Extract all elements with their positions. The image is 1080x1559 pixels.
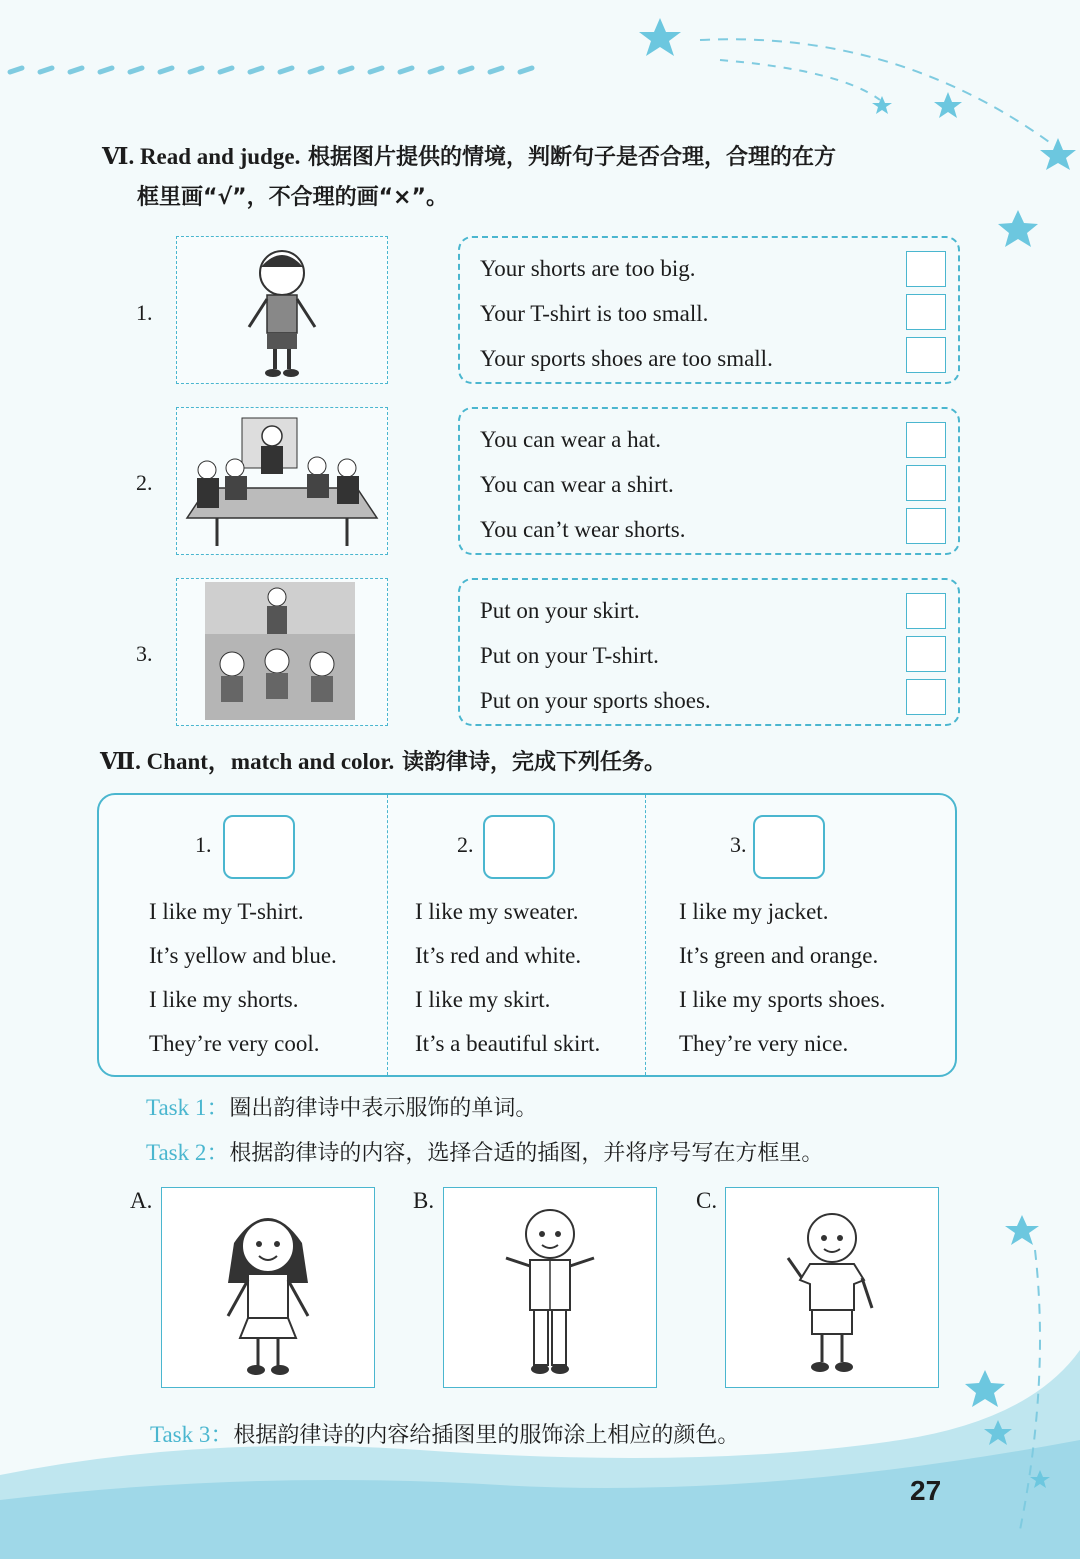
answer-box[interactable]: [753, 815, 825, 879]
chant-column-2: [387, 795, 645, 1075]
section-6-title-cn: 根据图片提供的情境，判断句子是否合理，合理的在方: [308, 145, 837, 170]
pe-class-picture: [176, 578, 388, 726]
statement-box: [458, 578, 960, 726]
section-7-title-en: Ⅶ. Chant，match and color.: [100, 749, 395, 774]
page-number: 27: [910, 1475, 942, 1506]
item-number: 3.: [136, 641, 153, 666]
boy-jacket-picture: [443, 1187, 657, 1388]
chant-line: I like my sports shoes.: [679, 987, 886, 1012]
option-label: C.: [696, 1188, 718, 1213]
answer-checkbox[interactable]: [906, 251, 946, 287]
statement: Put on your sports shoes.: [480, 688, 711, 713]
chant-number: 2.: [457, 832, 474, 857]
chant-line: They’re very nice.: [679, 1031, 849, 1056]
statement-box: [458, 236, 960, 384]
section-7-title: [100, 742, 666, 783]
option-label: A.: [130, 1188, 153, 1213]
chant-line: I like my jacket.: [679, 899, 829, 924]
statement: You can wear a shirt.: [480, 472, 674, 497]
answer-checkbox[interactable]: [906, 593, 946, 629]
statement: You can wear a hat.: [480, 427, 661, 452]
option-label: B.: [413, 1188, 435, 1213]
chant-line: It’s a beautiful skirt.: [415, 1031, 601, 1056]
section-7-title-cn: 读韵律诗，完成下列任务。: [401, 750, 666, 775]
chant-line: I like my shorts.: [149, 987, 299, 1012]
task-label: Task 3：: [150, 1422, 234, 1447]
chant-line: It’s red and white.: [415, 943, 582, 968]
statement: Put on your T-shirt.: [480, 643, 659, 668]
boy-tshirt-shorts-picture: [725, 1187, 939, 1388]
answer-checkbox[interactable]: [906, 465, 946, 501]
girl-sweater-skirt-picture: [161, 1187, 375, 1388]
chant-column-3: [645, 795, 957, 1075]
section-6-title: [102, 137, 836, 178]
section-6-title-en: Ⅵ. Read and judge.: [102, 144, 301, 169]
chant-line: They’re very cool.: [149, 1031, 320, 1056]
answer-box[interactable]: [223, 815, 295, 879]
task-label: Task 1：: [146, 1095, 230, 1120]
section-6-title-line2: 框里画“√”，不合理的画“×”。: [137, 185, 448, 210]
answer-checkbox[interactable]: [906, 508, 946, 544]
chant-line: I like my T-shirt.: [149, 899, 304, 924]
chant-box: [97, 793, 957, 1077]
answer-checkbox[interactable]: [906, 679, 946, 715]
chant-number: 1.: [195, 832, 212, 857]
item-number: 1.: [136, 300, 153, 325]
task-2: [146, 1134, 823, 1167]
task-text: 圈出韵律诗中表示服饰的单词。: [229, 1096, 538, 1121]
statement: Your sports shoes are too small.: [480, 346, 773, 371]
chant-line: I like my skirt.: [415, 987, 551, 1012]
item-number: 2.: [136, 470, 153, 495]
statement: Your shorts are too big.: [480, 256, 696, 281]
answer-checkbox[interactable]: [906, 422, 946, 458]
answer-checkbox[interactable]: [906, 294, 946, 330]
chant-line: It’s yellow and blue.: [149, 943, 337, 968]
chant-line: I like my sweater.: [415, 899, 579, 924]
boy-in-small-clothes-picture: [176, 236, 388, 384]
statement: You can’t wear shorts.: [480, 517, 686, 542]
task-text: 根据韵律诗的内容，选择合适的插图，并将序号写在方框里。: [229, 1141, 824, 1166]
chant-column-1: [99, 795, 387, 1075]
task-1: [146, 1089, 537, 1122]
answer-checkbox[interactable]: [906, 636, 946, 672]
business-meeting-picture: [176, 407, 388, 555]
statement: Your T-shirt is too small.: [480, 301, 709, 326]
statement-box: [458, 407, 960, 555]
answer-box[interactable]: [483, 815, 555, 879]
task-label: Task 2：: [146, 1140, 230, 1165]
statement: Put on your skirt.: [480, 598, 640, 623]
task-3: [150, 1416, 739, 1449]
answer-checkbox[interactable]: [906, 337, 946, 373]
task-text: 根据韵律诗的内容给插图里的服饰涂上相应的颜色。: [233, 1423, 740, 1448]
chant-line: It’s green and orange.: [679, 943, 879, 968]
chant-number: 3.: [730, 832, 747, 857]
